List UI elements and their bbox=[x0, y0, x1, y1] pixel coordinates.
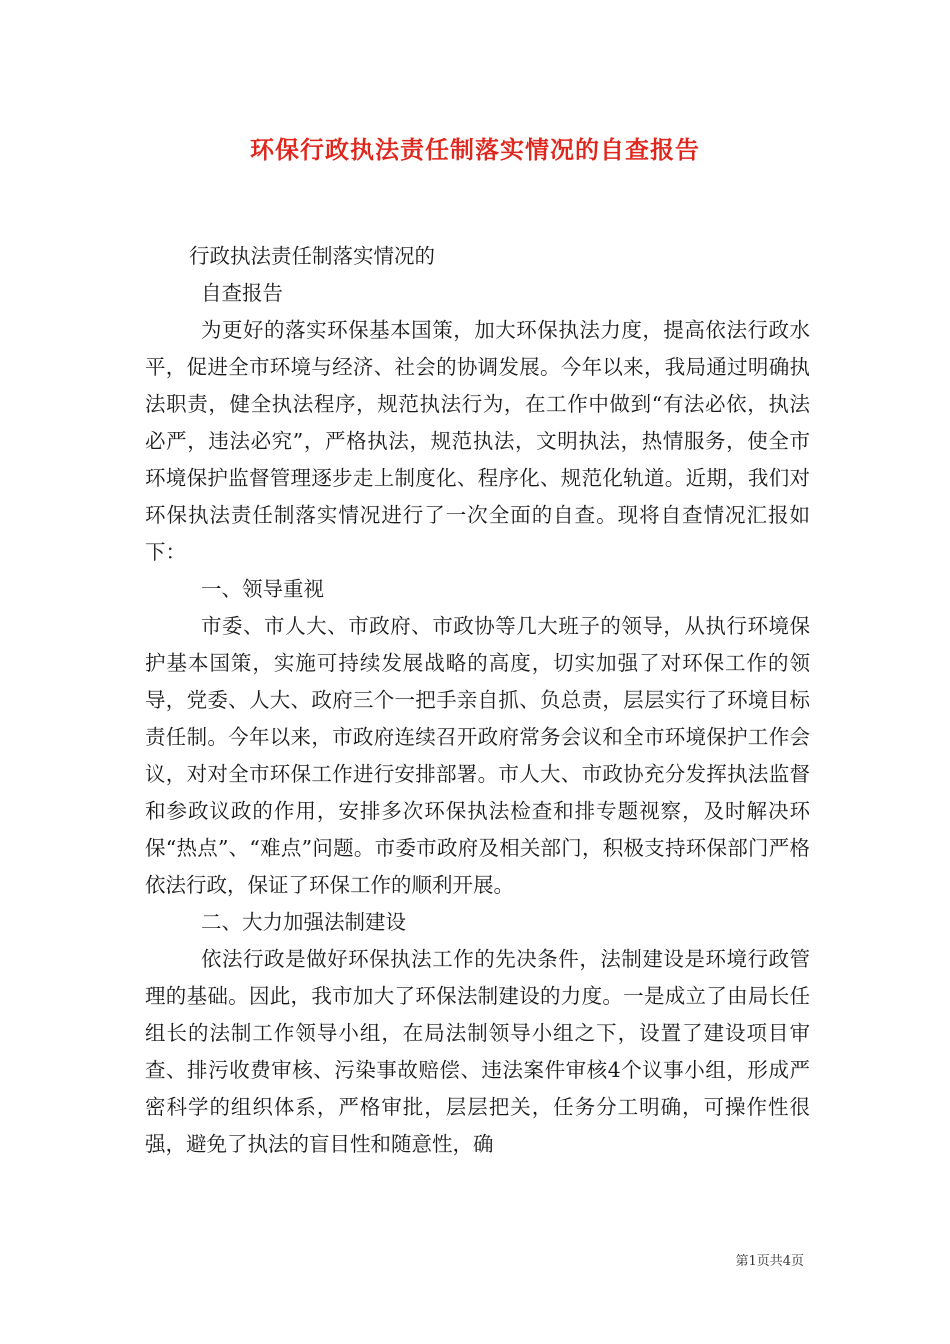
document-body bbox=[145, 238, 810, 1163]
page-number: 第1页共4页 bbox=[735, 1254, 804, 1269]
intro-paragraph: 为更好的落实环保基本国策，加大环保执法力度，提高依法行政水平，促进全市环境与经济、社会的协调发展。今年以来，我局通过明确执法职责，健全执法程序，规范执法行为，在工作中做到“有法必依，执法必严，违法必究”，严格执法，规范执法，文明执法，热情服务，使全市环境保护监督管理逐步走上制度化、程序化、规范化轨道。近期，我们对环保执法责任制落实情况进行了一次全面的自查。现将自查情况汇报如下： bbox=[145, 318, 810, 564]
section-heading-2: 二、大力加强法制建设 bbox=[201, 910, 406, 934]
document-title: 环保行政执法责任制落实情况的自查报告 bbox=[250, 135, 700, 164]
subtitle-line-2: 自查报告 bbox=[201, 281, 283, 305]
subtitle-line-1: 行政执法责任制落实情况的 bbox=[189, 244, 435, 268]
section-heading-1: 一、领导重视 bbox=[201, 577, 324, 601]
section-1-paragraph: 市委、市人大、市政府、市政协等几大班子的领导，从执行环境保护基本国策，实施可持续发展战略的高度，切实加强了对环保工作的领导，党委、人大、政府三个一把手亲自抓、负总责，层层实行了环境目标责任制。今年以来，市政府连续召开政府常务会议和全市环境保护工作会议，对对全市环保工作进行安排部署。市人大、市政协充分发挥执法监督和参政议政的作用，安排多次环保执法检查和排专题视察，及时解决环保“热点”、“难点”问题。市委市政府及相关部门，积极支持环保部门严格依法行政，保证了环保工作的顺利开展。 bbox=[145, 614, 810, 897]
section-2-paragraph: 依法行政是做好环保执法工作的先决条件，法制建设是环境行政管理的基础。因此，我市加大了环保法制建设的力度。一是成立了由局长任组长的法制工作领导小组，在局法制领导小组之下，设置了建设项目审查、排污收费审核、污染事故赔偿、违法案件审核4个议事小组，形成严密科学的组织体系，严格审批，层层把关，任务分工明确，可操作性很强，避免了执法的盲目性和随意性，确 bbox=[145, 947, 810, 1156]
